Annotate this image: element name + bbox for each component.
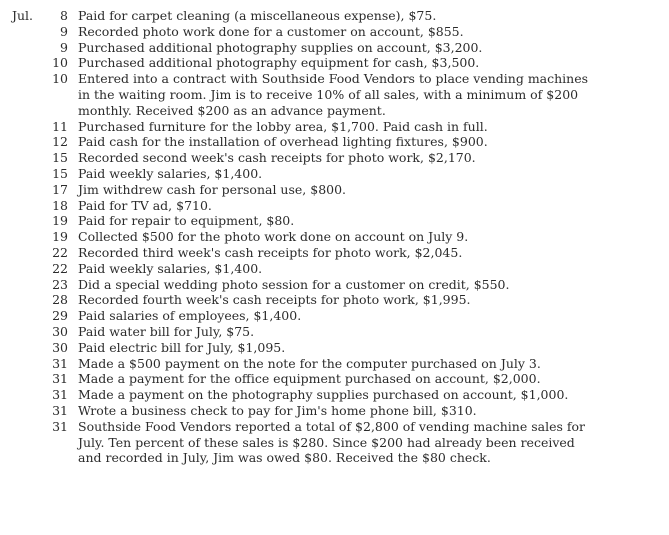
transaction-entry	[12, 150, 659, 166]
entry-day: 30	[52, 323, 68, 339]
entry-description: Paid for TV ad, $710.	[78, 197, 212, 213]
entry-description: Paid weekly salaries, $1,400.	[78, 260, 263, 276]
entry-day: 31	[52, 402, 68, 418]
transaction-entry	[12, 24, 659, 40]
transaction-entry	[12, 261, 659, 277]
entry-day: 31	[52, 355, 68, 371]
transaction-entry	[12, 8, 659, 24]
entry-day: 9	[60, 23, 68, 39]
entry-description: Purchased furniture for the lobby area, $1,700. Paid cash in full.	[78, 118, 488, 134]
entry-description: Paid for repair to equipment, $80.	[78, 213, 295, 229]
entry-day: 31	[52, 371, 68, 387]
transaction-entry	[12, 340, 659, 356]
entry-description: Made a payment on the photography supplies purchased on account, $1,000.	[78, 387, 569, 403]
entry-day: 22	[52, 244, 68, 260]
entry-description: Wrote a business check to pay for Jim's home phone bill, $310.	[78, 402, 477, 418]
transaction-entry	[12, 324, 659, 340]
transaction-entry	[12, 419, 659, 466]
transaction-entry	[12, 229, 659, 245]
entry-day: 19	[52, 213, 68, 229]
entry-day: 15	[52, 150, 68, 166]
transaction-entry	[12, 387, 659, 403]
entry-description: Paid for carpet cleaning (a miscellaneous expense), $75.	[78, 8, 437, 23]
month-label: Jul.	[12, 8, 34, 23]
transaction-entry	[12, 403, 659, 419]
entry-description: Recorded third week's cash receipts for photo work, $2,045.	[78, 244, 463, 260]
entry-description: Made a $500 payment on the note for the computer purchased on July 3.	[78, 355, 541, 371]
transaction-entry	[12, 40, 659, 56]
transaction-entry	[12, 308, 659, 324]
entry-day: 12	[52, 134, 68, 150]
transaction-entry	[12, 213, 659, 229]
entry-day: 10	[52, 71, 68, 87]
entry-description: Made a payment for the office equipment purchased on account, $2,000.	[78, 371, 541, 387]
entry-day: 30	[52, 339, 68, 355]
entry-day: 10	[52, 55, 68, 71]
entry-day: 22	[52, 260, 68, 276]
transaction-entry	[12, 71, 659, 118]
entry-description: Did a special wedding photo session for a customer on credit, $550.	[78, 276, 510, 292]
entry-description: Paid weekly salaries, $1,400.	[78, 165, 263, 181]
transaction-entry	[12, 166, 659, 182]
entry-description: Recorded second week's cash receipts for photo work, $2,170.	[78, 150, 476, 166]
entry-description: Southside Food Vendors reported a total of $2,800 of vending machine sales for July. Ten percent of these sales is $280. Since $200 had already been received and recorded in July, Jim was owed $80. Received the $80 check.	[78, 418, 585, 466]
entry-day: 31	[52, 387, 68, 403]
entry-description: Purchased additional photography equipment for cash, $3,500.	[78, 55, 480, 71]
entry-day: 11	[52, 118, 68, 134]
entry-description: Paid salaries of employees, $1,400.	[78, 308, 302, 324]
transaction-entry	[12, 134, 659, 150]
entry-day: 17	[52, 181, 68, 197]
entry-day: 15	[52, 165, 68, 181]
entry-day: 29	[52, 308, 68, 324]
entry-description: Paid cash for the installation of overhead lighting fixtures, $900.	[78, 134, 488, 150]
entry-description: Recorded fourth week's cash receipts for photo work, $1,995.	[78, 292, 471, 308]
entry-day: 31	[52, 418, 68, 434]
entry-day: 28	[52, 292, 68, 308]
transaction-entry	[12, 55, 659, 71]
entry-day: 18	[52, 197, 68, 213]
transaction-entry	[12, 371, 659, 387]
entry-description: Paid electric bill for July, $1,095.	[78, 339, 286, 355]
transaction-entry	[12, 245, 659, 261]
entry-day: 8	[60, 8, 68, 23]
transaction-list	[12, 8, 659, 466]
transaction-entry	[12, 182, 659, 198]
entry-description: Purchased additional photography supplies on account, $3,200.	[78, 39, 483, 55]
entry-description: Entered into a contract with Southside Food Vendors to place vending machines in the waiting room. Jim is to receive 10% of all sales, with a minimum of $200 monthly. Received $200 as an advance payment.	[78, 71, 589, 118]
transaction-entry	[12, 119, 659, 135]
entry-description: Recorded photo work done for a customer on account, $855.	[78, 23, 464, 39]
entry-description: Collected $500 for the photo work done on account on July 9.	[78, 229, 469, 245]
entry-description: Jim withdrew cash for personal use, $800.	[78, 181, 347, 197]
entry-day: 19	[52, 229, 68, 245]
entry-description: Paid water bill for July, $75.	[78, 323, 255, 339]
transaction-entry	[12, 356, 659, 372]
transaction-entry	[12, 277, 659, 293]
transaction-entry	[12, 292, 659, 308]
entry-day: 9	[60, 39, 68, 55]
transaction-entry	[12, 198, 659, 214]
entry-day: 23	[52, 276, 68, 292]
